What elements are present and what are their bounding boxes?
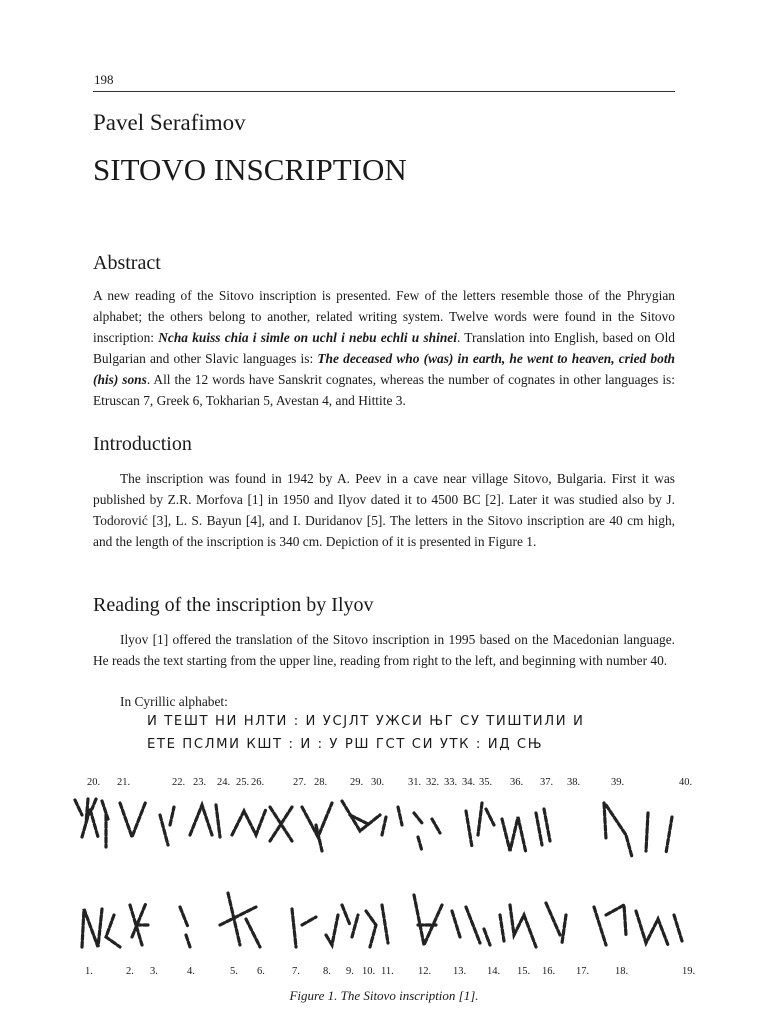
author-name: Pavel Serafimov (93, 110, 246, 135)
letter-number: 36. (510, 777, 524, 788)
letter-number: 8. (323, 966, 331, 977)
letter-number: 28. (314, 777, 328, 788)
letter-number: 13. (453, 966, 467, 977)
reading-text: Ilyov [1] offered the translation of the Sitovo inscription in 1995 based on the Macedonian language. He reads the text starting from the upper line, reading from right to the left, and beginning with number 40. (93, 632, 675, 668)
translation-text: The deceased who (was) in earth, he went to heaven, cried both (his) sons (93, 351, 675, 387)
letter-number: 38. (567, 777, 581, 788)
letter-number: 4. (187, 966, 195, 977)
header-rule (93, 91, 675, 92)
letter-number: 14. (487, 966, 501, 977)
letter-number: 7. (292, 966, 300, 977)
inscription-glyphs-bottom (70, 885, 700, 965)
letter-number: 40. (679, 777, 693, 788)
letter-number: 22. (172, 777, 186, 788)
introduction-text: The inscription was found in 1942 by A. Peev in a cave near village Sitovo, Bulgaria. First it was published by Z.R. Morfova [1] in 1950 and Ilyov dated it to 4500 BC [2]. Later it was studied also by J. Todorović [3], L. S. Bayun [4], and I. Duridanov [5]. The letters in the Sitovo inscription are 40 cm high, and the length of the inscription is 340 cm. Depiction of it is presented in Figure 1. (93, 471, 675, 549)
letter-number: 23. (193, 777, 207, 788)
letter-number: 3. (150, 966, 158, 977)
letter-number: 34. (462, 777, 476, 788)
letter-number: 37. (540, 777, 554, 788)
introduction-heading: Introduction (93, 433, 192, 455)
letter-number: 5. (230, 966, 238, 977)
abstract-text-part-2: . Translation into English, based on Old Bulgarian and other Slavic languages is: (93, 330, 675, 366)
letter-number: 35. (479, 777, 493, 788)
letter-number: 1. (85, 966, 93, 977)
figure-numbers-bottom (0, 966, 768, 982)
letter-number: 21. (117, 777, 131, 788)
letter-number: 31. (408, 777, 422, 788)
inscription-glyphs-top (70, 795, 700, 875)
cyrillic-label: In Cyrillic alphabet: (120, 694, 228, 709)
letter-number: 29. (350, 777, 364, 788)
letter-number: 18. (615, 966, 629, 977)
figure-numbers-top (0, 777, 768, 793)
letter-number: 24. (217, 777, 231, 788)
paper-title: SITOVO INSCRIPTION (93, 152, 407, 187)
letter-number: 20. (87, 777, 101, 788)
letter-number: 19. (682, 966, 696, 977)
abstract-text-part-1: A new reading of the Sitovo inscription is presented. Few of the letters resemble those of the Phrygian alphabet; the others belong to another, related writing system. Twelve words were found in the Sitovo inscription: (93, 288, 675, 345)
letter-number: 11. (381, 966, 394, 977)
letter-number: 26. (251, 777, 265, 788)
cyrillic-line-1: И ТЕШТ НИ НЛТИ : И УСЈЛТ УЖСИ ЊГ СУ ТИШТИЛИ И (147, 714, 585, 729)
letter-number: 39. (611, 777, 625, 788)
letter-number: 10. (362, 966, 376, 977)
letter-number: 33. (444, 777, 458, 788)
page-number: 198 (94, 72, 114, 87)
letter-number: 17. (576, 966, 590, 977)
cyrillic-line-2: ЕТЕ ПСЛМИ КШТ : И : У РШ ГСТ СИ УТК : ИД СЊ (147, 737, 544, 752)
abstract-text-part-3: . All the 12 words have Sanskrit cognates, whereas the number of cognates in other languages is: Etruscan 7, Greek 6, Tokharian 5, Avestan 4, and Hittite 3. (93, 372, 675, 408)
letter-number: 27. (293, 777, 307, 788)
letter-number: 6. (257, 966, 265, 977)
letter-number: 25. (236, 777, 250, 788)
letter-number: 12. (418, 966, 432, 977)
figure-caption: Figure 1. The Sitovo inscription [1]. (289, 988, 479, 1003)
letter-number: 15. (517, 966, 531, 977)
letter-number: 16. (542, 966, 556, 977)
letter-number: 9. (346, 966, 354, 977)
letter-number: 2. (126, 966, 134, 977)
inscription-words: Ncha kuiss chia i simle on uchl i nebu echli u shinei (158, 330, 457, 345)
letter-number: 30. (371, 777, 385, 788)
abstract-text (93, 285, 675, 411)
abstract-heading: Abstract (93, 252, 161, 274)
letter-number: 32. (426, 777, 440, 788)
reading-heading: Reading of the inscription by Ilyov (93, 594, 374, 616)
